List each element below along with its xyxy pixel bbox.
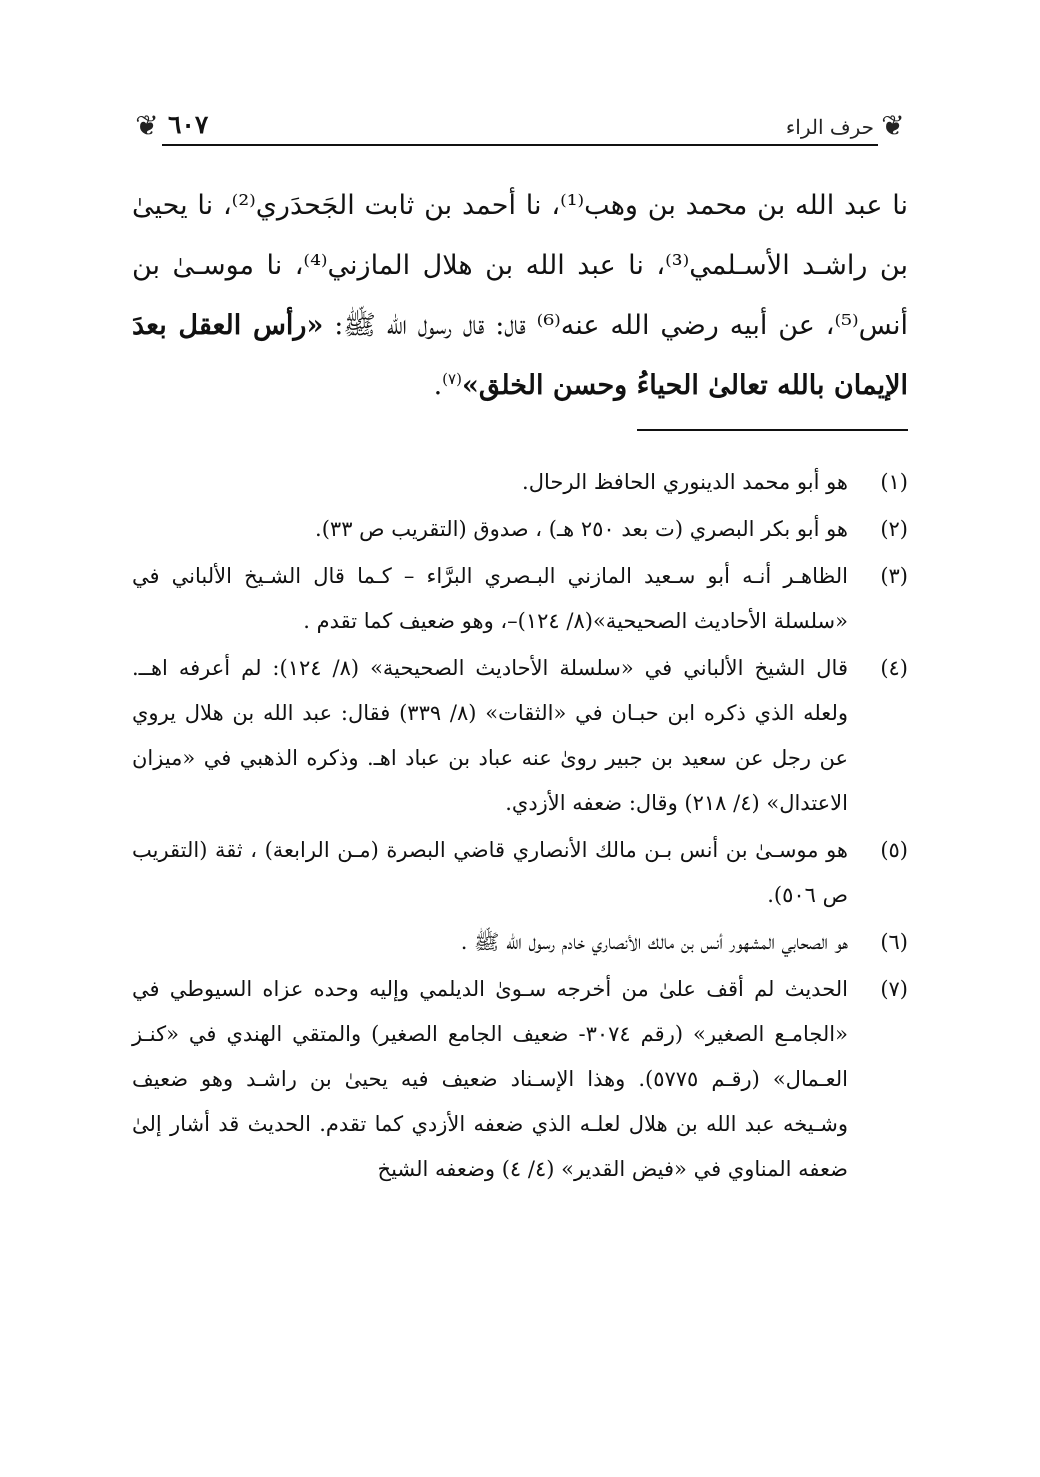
- footnote-number: (٤): [880, 656, 908, 680]
- footnote-item: [132, 828, 908, 918]
- ornament-icon: ❦: [135, 109, 159, 142]
- footnote-item: [132, 507, 908, 552]
- footnote-item: [132, 554, 908, 644]
- footnote-text: هو موسـىٰ بن أنس بـن مالك الأنصاري قاضي البصرة (مـن الرابعة) ، ثقة (التقريب ص ٥٠٦).: [132, 838, 848, 907]
- chapter-title: حرف الراء: [785, 115, 874, 139]
- header-rule: [162, 144, 878, 146]
- footnote-number: (٢): [880, 517, 908, 541]
- footnote-number: (١): [880, 470, 908, 494]
- footnote-item: [132, 920, 908, 965]
- footnotes: [132, 460, 908, 1194]
- footnote-item: [132, 646, 908, 826]
- running-header: [130, 100, 910, 152]
- footnote-number: (٦): [880, 930, 908, 954]
- hadith-quote: «رأس العقل بعدَ الإيمان بالله تعالىٰ الحياءُ وحسن الخلق»: [132, 310, 908, 401]
- footnote-number: (٥): [880, 838, 908, 862]
- hadith-text: [132, 176, 908, 416]
- closing-period: .: [433, 370, 443, 401]
- footnote-text: قال الشيخ الألباني في «سلسلة الأحاديث الصحيحية» (٨/ ١٢٤): لم أعرفه اهــ. ولعله الذي ذكره ابن حبـان في «الثقات» (٨/ ٣٣٩) فقال: عبد الله بن هلال يروي عن رجل عن سعيد بن جبير روىٰ عنه عباد بن عباد اهـ. وذكره الذهبي في «ميزان الاعتدال» (٤/ ٢١٨) وقال: ضعفه الأزدي.: [132, 656, 849, 815]
- footnote-text: هو أبو محمد الدينوري الحافظ الرحال.: [522, 470, 848, 494]
- isnad-chain: نا عبد الله بن محمد بن وهب⁽¹⁾، نا أحمد بن ثابت الجَحدَري⁽²⁾، نا يحيىٰ بن راشـد الأسـلمي⁽³⁾، نا عبد الله بن هلال المازني⁽⁴⁾، نا موسـىٰ بن أنس⁽⁵⁾، عن أبيه رضي الله عنه⁽⁶⁾ قال: قال رسول الله ﷺ:: [132, 190, 909, 341]
- footnote-text: هو الصحابي المشهور أنس بن مالك الأنصاري خادم رسول الله ﷺ .: [460, 930, 848, 954]
- footnote-ref-7: (٧): [442, 370, 462, 388]
- page-number: ٦٠٧: [168, 110, 209, 139]
- footnote-item: [132, 460, 908, 505]
- hadith-paragraph: [132, 176, 908, 416]
- ornament-icon: ❦: [881, 109, 905, 142]
- footnote-item: [132, 967, 908, 1192]
- footnote-text: الظاهـر أنـه أبو سـعيد المازني البـصري البرَّاء – كـما قال الشـيخ الألباني في «سلسلة الأحاديث الصحيحية»(٨/ ١٢٤)–، وهو ضعيف كما تقدم .: [132, 564, 848, 633]
- footnote-text: الحديث لم أقف علىٰ من أخرجه سـوىٰ الديلمي وإليه وحده عزاه السيوطي في «الجامـع الصغير» (رقم ٣٠٧٤- ضعيف الجامع الصغير) والمتقي الهندي في «كنـز العـمال» (رقـم ٥٧٧٥). وهذا الإسـناد ضعيف فيه يحيىٰ بن راشـد وهو ضعيف وشـيخه عبد الله بن هلال لعلـه الذي ضعفه الأزدي كما تقدم. الحديث قد أشار إلىٰ ضعفه المناوي في «فيض القدير» (٤/ ٤) وضعفه الشيخ: [132, 977, 848, 1181]
- footnote-number: (٣): [880, 564, 908, 588]
- footnote-text: هو أبو بكر البصري (ت بعد ٢٥٠ هـ) ، صدوق (التقريب ص ٣٣).: [315, 517, 848, 541]
- footnote-divider: [637, 429, 908, 431]
- footnote-number: (٧): [880, 977, 908, 1001]
